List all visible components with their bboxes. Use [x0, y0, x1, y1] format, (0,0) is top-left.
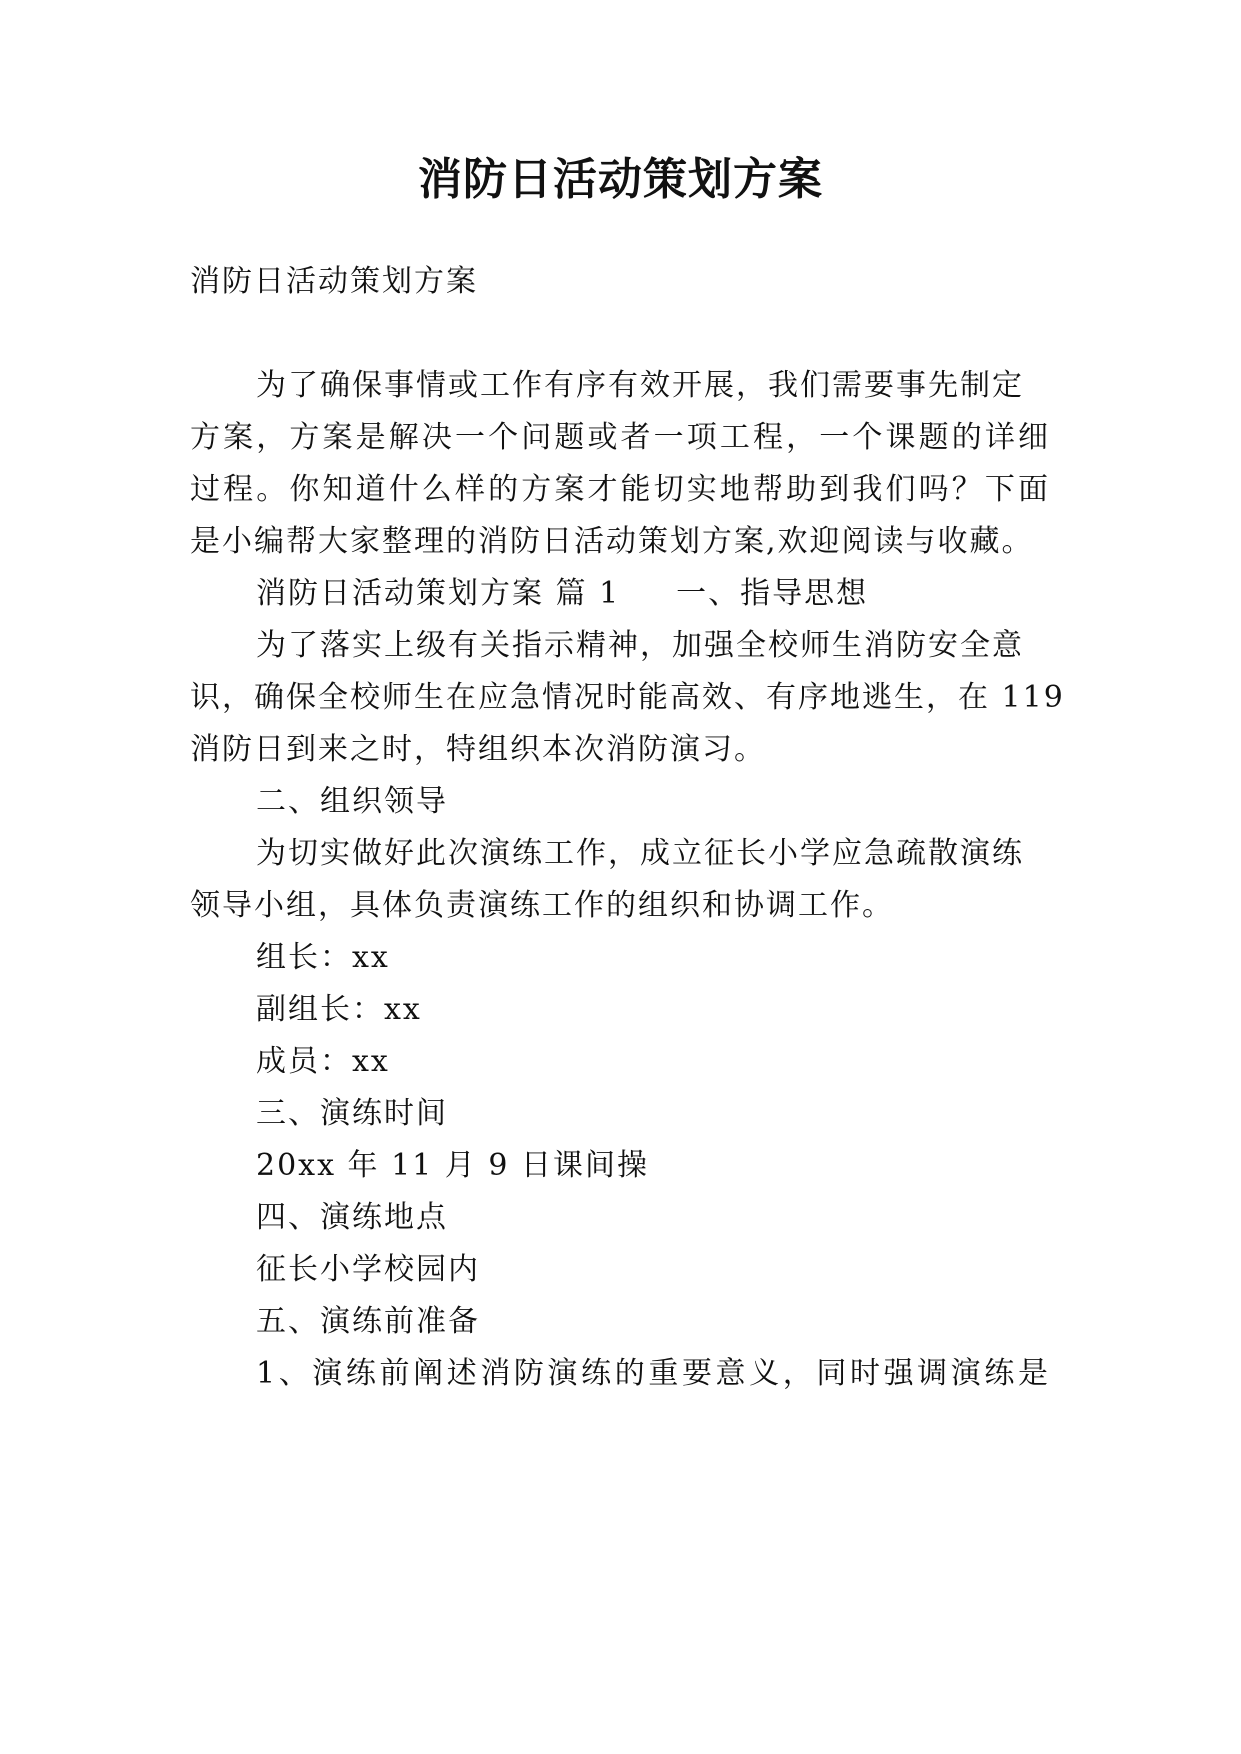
section2-line: 领导小组，具体负责演练工作的组织和协调工作。: [190, 888, 894, 923]
section-heading: 一、指导思想: [676, 576, 869, 611]
preparation-item: 1、演练前阐述消防演练的重要意义，同时强调演练是: [256, 1356, 1050, 1391]
section-heading: 四、演练地点: [256, 1200, 448, 1235]
part-label: 消防日活动策划方案 篇 1: [256, 576, 621, 611]
intro-line: 为了确保事情或工作有序有效开展，我们需要事先制定: [256, 368, 1024, 403]
section1-line: 为了落实上级有关指示精神，加强全校师生消防安全意: [256, 628, 1024, 663]
drill-time: 20xx 年 11 月 9 日课间操: [256, 1148, 649, 1183]
section-heading: 五、演练前准备: [256, 1304, 480, 1339]
document-subtitle: 消防日活动策划方案: [190, 264, 478, 299]
group-members: 成员：xx: [256, 1044, 390, 1079]
intro-line: 方案，方案是解决一个问题或者一项工程，一个课题的详细: [190, 420, 1050, 455]
group-leader: 组长：xx: [256, 940, 390, 975]
intro-line: 过程。你知道什么样的方案才能切实地帮助到我们吗？下面: [190, 472, 1050, 507]
section1-line: 消防日到来之时，特组织本次消防演习。: [190, 732, 766, 767]
document-title: 消防日活动策划方案: [418, 154, 823, 205]
group-deputy-leader: 副组长：xx: [256, 992, 422, 1027]
section-heading: 二、组织领导: [256, 784, 448, 819]
intro-line: 是小编帮大家整理的消防日活动策划方案,欢迎阅读与收藏。: [190, 524, 1034, 559]
drill-location: 征长小学校园内: [256, 1252, 480, 1287]
part-heading-line: [256, 574, 1116, 614]
section1-line: 识，确保全校师生在应急情况时能高效、有序地逃生，在 119: [190, 680, 1065, 715]
section2-line: 为切实做好此次演练工作，成立征长小学应急疏散演练: [256, 836, 1024, 871]
section-heading: 三、演练时间: [256, 1096, 448, 1131]
